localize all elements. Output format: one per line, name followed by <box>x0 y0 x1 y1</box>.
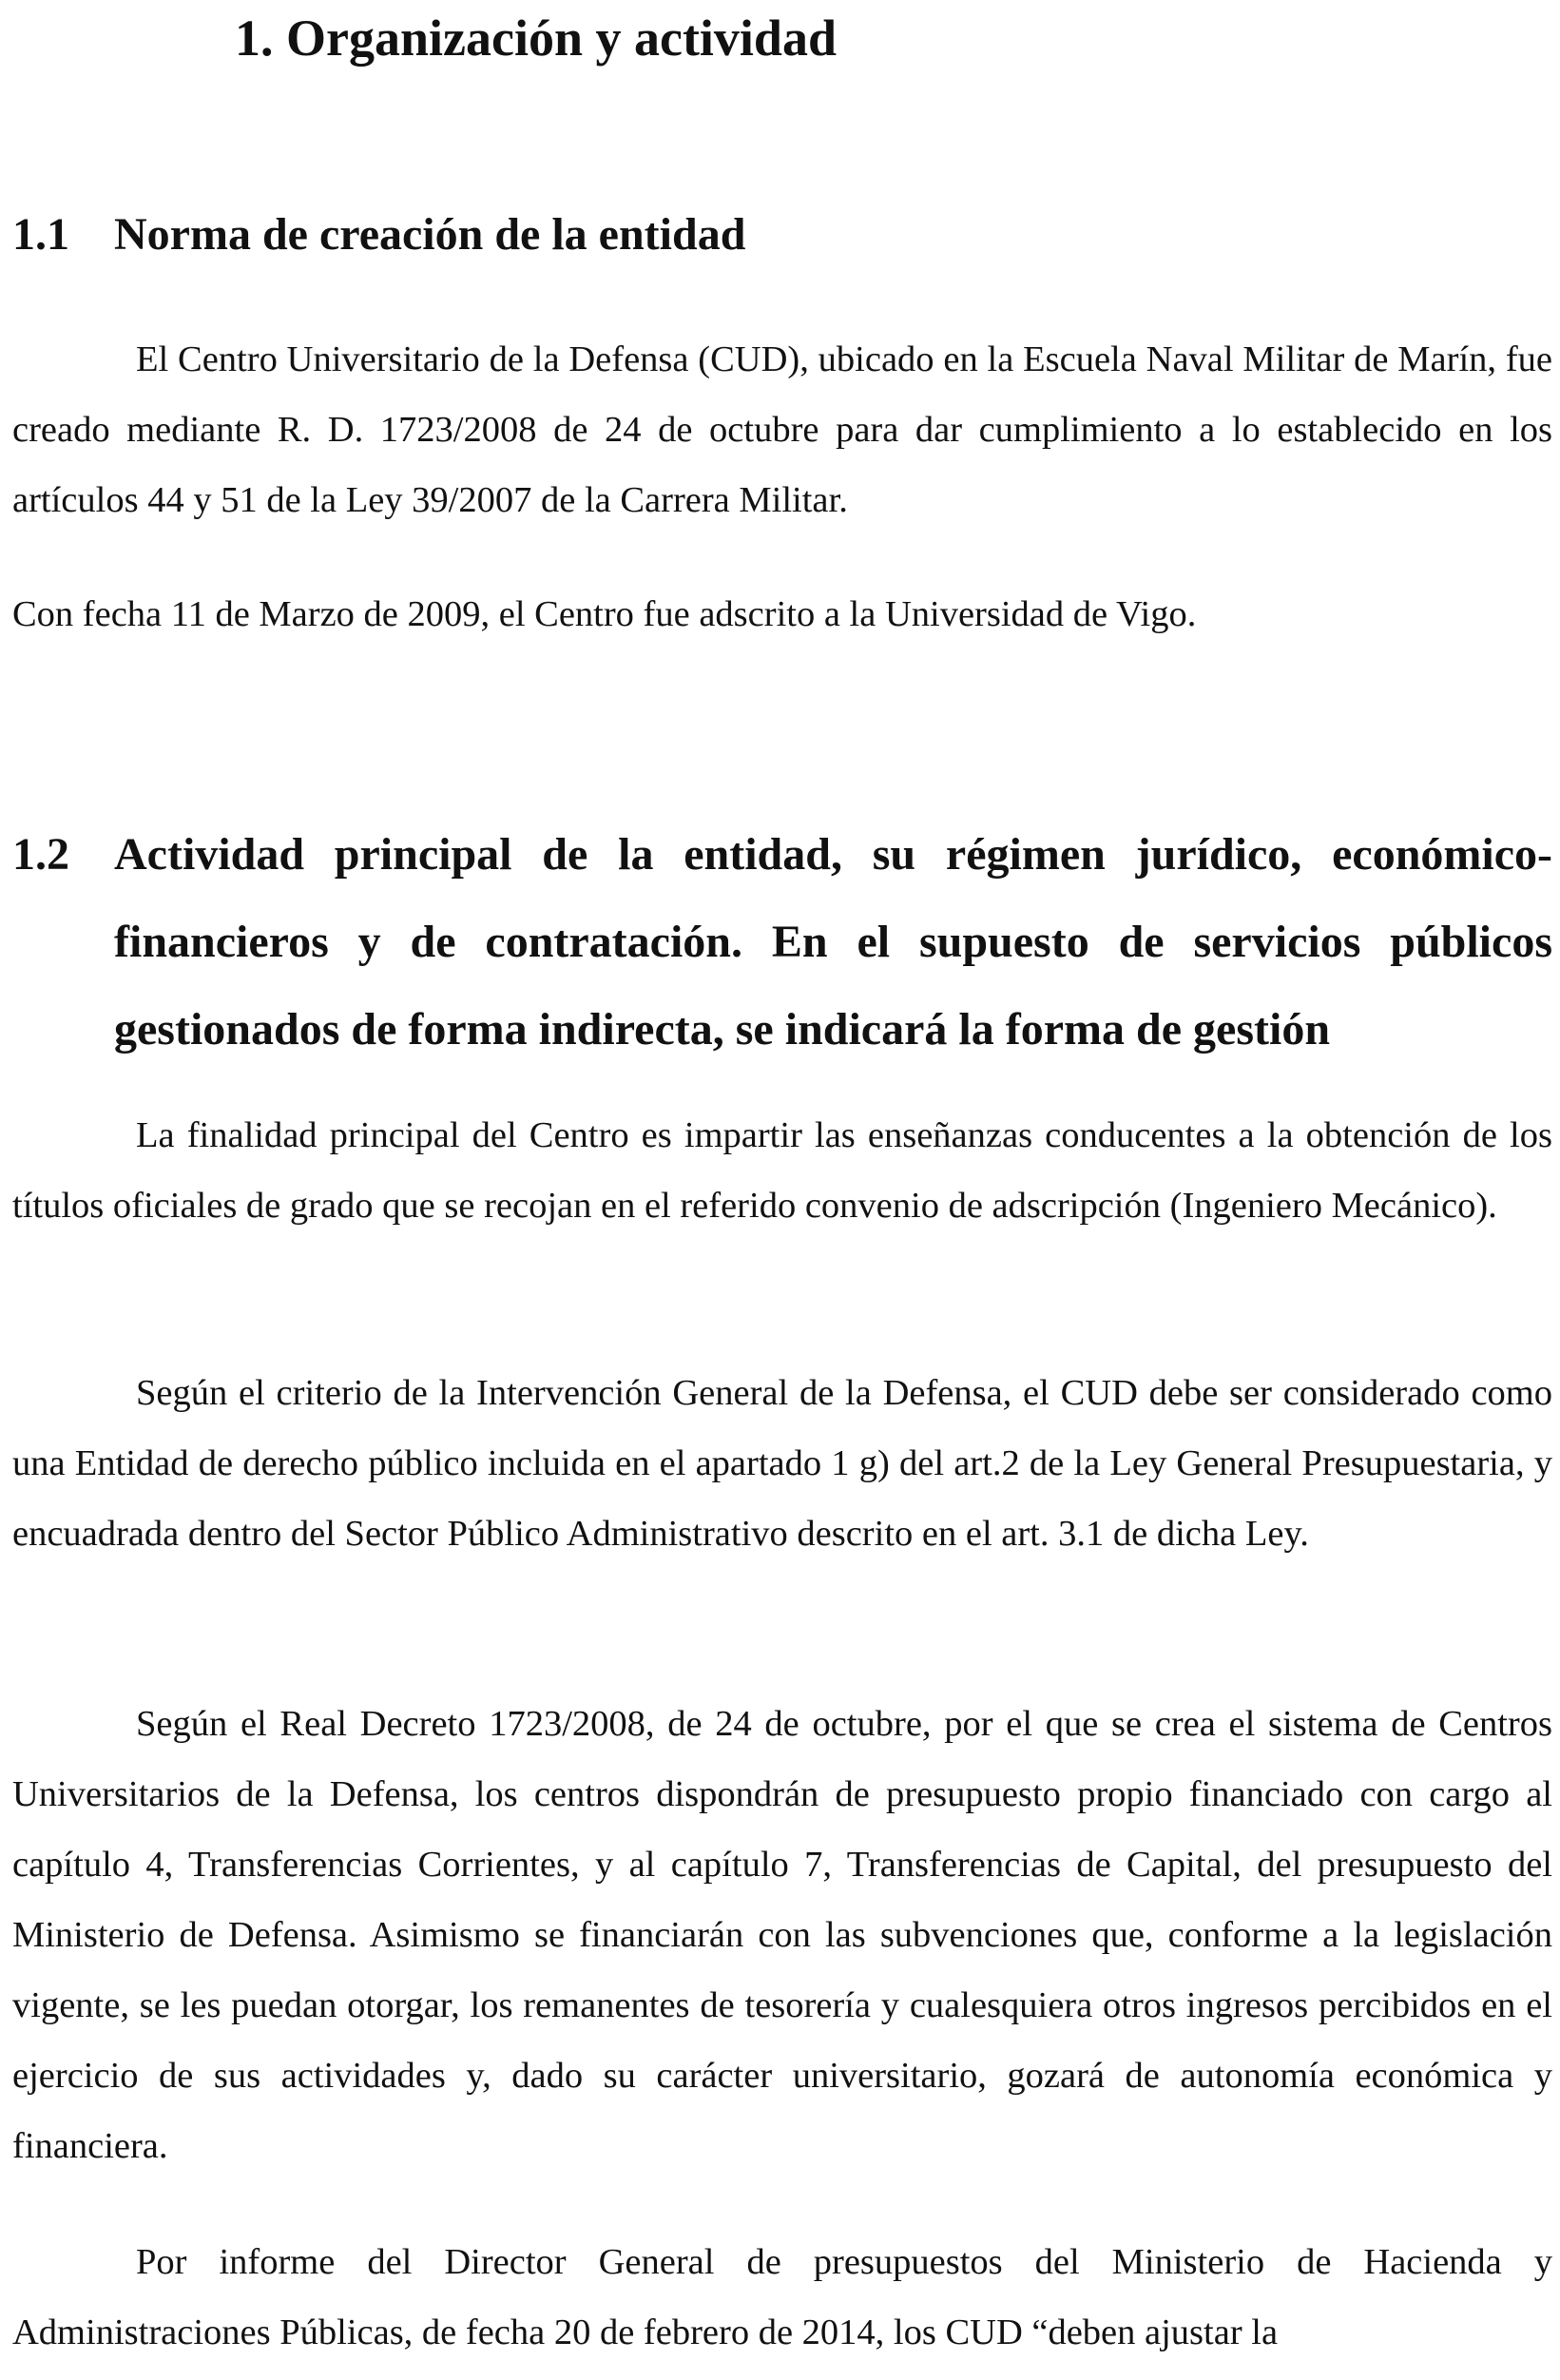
paragraph: Con fecha 11 de Marzo de 2009, el Centro fue adscrito a la Universidad de Vigo. <box>12 594 1197 634</box>
section-heading <box>235 2 837 74</box>
paragraph: La finalidad principal del Centro es impartir las enseñanzas conducentes a la obtención de los títulos oficiales de grado que se recojan en el referido convenio de adscripción (Ingeniero Mecánico). <box>12 1115 1552 1226</box>
paragraph: Por informe del Director General de presupuestos del Ministerio de Hacienda y Administraciones Públicas, de fecha 20 de febrero de 2014, los CUD “deben ajustar la <box>12 2242 1552 2352</box>
paragraph: El Centro Universitario de la Defensa (CUD), ubicado en la Escuela Naval Militar de Marín, fue creado mediante R. D. 1723/2008 de 24 de octubre para dar cumplimiento a lo establecido en los artículos 44 y 51 de la Ley 39/2007 de la Carrera Militar. <box>12 339 1552 520</box>
section-title: Organización y actividad <box>286 10 837 67</box>
section-number: 1. <box>235 10 274 67</box>
paragraph: Según el Real Decreto 1723/2008, de 24 de octubre, por el que se crea el sistema de Centros Universitarios de la Defensa, los centros dispondrán de presupuesto propio financiado con cargo al capítulo 4, Transferencias Corrientes, y al capítulo 7, Transferencias de Capital, del presupuesto del Ministerio de Defensa. Asimismo se financiarán con las subvenciones que, conforme a la legislación vigente, se les puedan otorgar, los remanentes de tesorería y cualesquiera otros ingresos percibidos en el ejercicio de sus actividades y, dado su carácter universitario, gozará de autonomía económica y financiera. <box>12 1704 1552 2166</box>
paragraph: Según el criterio de la Intervención General de la Defensa, el CUD debe ser considerado como una Entidad de derecho público incluida en el apartado 1 g) del art.2 de la Ley General Presupuestaria, y encuadrada dentro del Sector Público Administrativo descrito en el art. 3.1 de dicha Ley. <box>12 1373 1552 1554</box>
subsection-number: 1.1 <box>12 209 69 260</box>
subsection-heading-1-2 <box>12 811 1552 1074</box>
subsection-title: Actividad principal de la entidad, su régimen jurídico, económico-financieros y de contratación. En el supuesto de servicios públicos gestionados de forma indirecta, se indicará la forma de gestión <box>114 829 1552 1055</box>
subsection-heading-1-1 <box>12 204 1552 265</box>
subsection-number: 1.2 <box>12 829 69 880</box>
subsection-title: Norma de creación de la entidad <box>114 209 746 260</box>
